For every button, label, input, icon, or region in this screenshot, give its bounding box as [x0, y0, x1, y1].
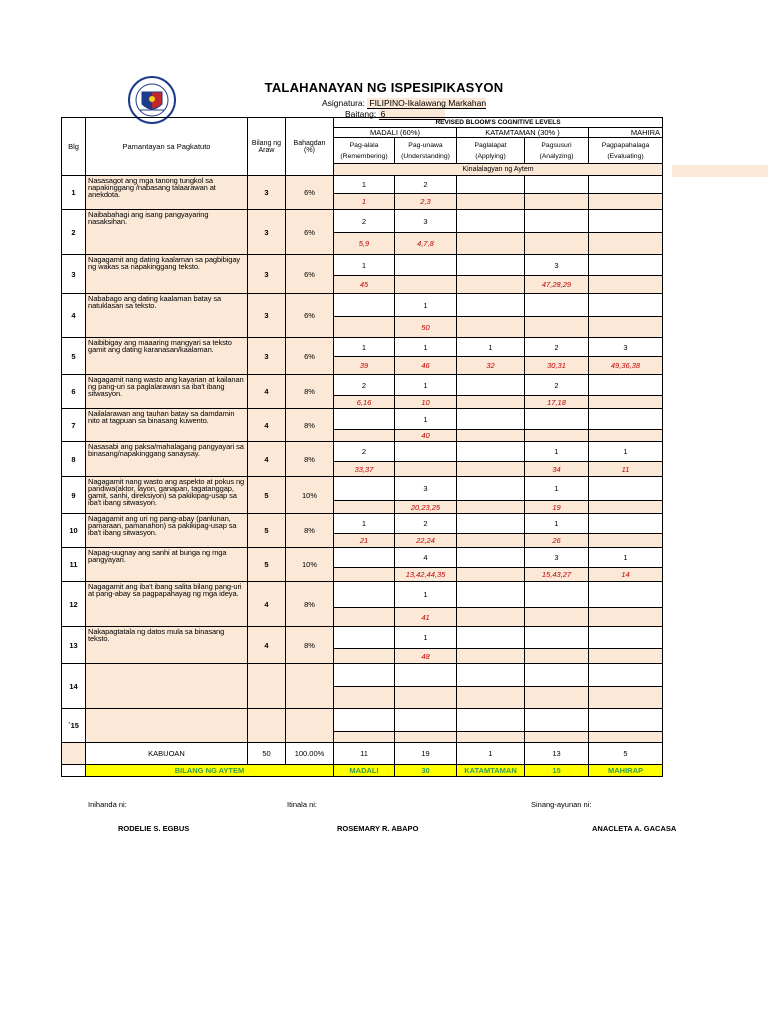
row-percent: 6%: [286, 338, 334, 375]
count-evaluating: [589, 409, 663, 430]
row-number: 4: [62, 294, 86, 338]
table-row: [62, 338, 663, 357]
row-number: 3: [62, 255, 86, 294]
items-evaluating: [589, 649, 663, 664]
items-evaluating: [589, 732, 663, 743]
competency-text: Nasasabi ang paksa/mahalagang pangyayari sa binasang/napakinggang sanaysay.: [86, 442, 248, 477]
items-understanding: 22,24: [395, 534, 457, 548]
row-days: 4: [248, 442, 286, 477]
header-mahirap: MAHIRA: [589, 128, 663, 138]
items-analyzing: [525, 608, 589, 627]
count-evaluating: 1: [589, 548, 663, 568]
count-understanding: 3: [395, 477, 457, 501]
items-evaluating: 11: [589, 462, 663, 477]
row-days: 4: [248, 375, 286, 409]
items-applying: [457, 430, 525, 442]
level-evaluating-top: Pagpapahalaga: [601, 141, 650, 149]
count-understanding: 1: [395, 582, 457, 608]
count-applying: [457, 294, 525, 317]
row-days: [248, 709, 286, 743]
row-number: 7: [62, 409, 86, 442]
items-analyzing: 30,31: [525, 357, 589, 375]
count-applying: 1: [457, 338, 525, 357]
items-remembering: 45: [334, 276, 395, 294]
items-applying: [457, 396, 525, 409]
totals-applying: 1: [457, 743, 525, 765]
competency-text: Nagagamit nang wasto ang aspekto at pokus ng pandiwa(aktor, layon, ganapan, tagatanggap, gamit, sanhi, direksiyon) sa pakikipag-usap sa iba't ibang sitwasyon.: [86, 477, 248, 514]
items-evaluating: [589, 501, 663, 514]
count-remembering: [334, 548, 395, 568]
items-analyzing: 26: [525, 534, 589, 548]
row-percent: [286, 664, 334, 709]
row-percent: 8%: [286, 375, 334, 409]
items-analyzing: [525, 649, 589, 664]
header-peach-strip: [672, 165, 768, 177]
items-evaluating: [589, 608, 663, 627]
count-evaluating: [589, 627, 663, 649]
row-number: 10: [62, 514, 86, 548]
items-understanding: 50: [395, 317, 457, 338]
header-bahagdan: Bahagdan (%): [286, 118, 334, 176]
table-row: [62, 210, 663, 233]
count-applying: [457, 582, 525, 608]
baitang-value: 6: [379, 109, 445, 120]
count-remembering: [334, 294, 395, 317]
count-applying: [457, 664, 525, 687]
count-applying: [457, 627, 525, 649]
items-analyzing: [525, 687, 589, 709]
level-evaluating-bottom: (Evaluating): [607, 152, 644, 160]
count-applying: [457, 210, 525, 233]
items-analyzing: 17,18: [525, 396, 589, 409]
row-number: 2: [62, 210, 86, 255]
items-remembering: 6,16: [334, 396, 395, 409]
itinala-label: Itinala ni:: [287, 800, 318, 809]
itinala-name: ROSEMARY R. ABAPO: [337, 824, 419, 833]
sinang-name: ANACLETA A. GACASA: [592, 824, 677, 833]
competency-text: Nasasagot ang mga tanong tungkol sa napakinggang /nabasang talaarawan at anekdota.: [86, 176, 248, 210]
items-applying: [457, 687, 525, 709]
items-remembering: 1: [334, 194, 395, 210]
count-evaluating: 1: [589, 442, 663, 462]
summary-madali-value: 30: [395, 765, 457, 777]
row-percent: 8%: [286, 582, 334, 627]
asignatura-line: [322, 98, 486, 109]
items-analyzing: 15,43,27: [525, 568, 589, 582]
items-evaluating: [589, 687, 663, 709]
count-analyzing: [525, 294, 589, 317]
items-understanding: 4,7,8: [395, 233, 457, 255]
row-number: `15: [62, 709, 86, 743]
items-evaluating: [589, 534, 663, 548]
competency-text: Nagagamit nang wasto ang kayarian at kailanan ng pang-uri sa paglalarawan sa iba't ibang sitwasyon.: [86, 375, 248, 409]
count-evaluating: [589, 176, 663, 194]
table-row: [62, 477, 663, 501]
count-remembering: 1: [334, 338, 395, 357]
count-remembering: [334, 627, 395, 649]
totals-understanding: 19: [395, 743, 457, 765]
row-number: 13: [62, 627, 86, 664]
count-understanding: 2: [395, 176, 457, 194]
count-remembering: 2: [334, 375, 395, 396]
items-understanding: 2,3: [395, 194, 457, 210]
items-analyzing: [525, 317, 589, 338]
items-analyzing: 19: [525, 501, 589, 514]
row-days: 3: [248, 255, 286, 294]
inihanda-name: RODELIE S. EGBUS: [118, 824, 190, 833]
count-evaluating: [589, 375, 663, 396]
inihanda-label: Inihanda ni:: [88, 800, 127, 809]
items-understanding: [395, 687, 457, 709]
items-understanding: 13,42,44,35: [395, 568, 457, 582]
count-remembering: 1: [334, 176, 395, 194]
competency-text: Naibibigay ang maaaring mangyari sa teksto gamit ang dating karanasan/kaalaman.: [86, 338, 248, 375]
level-remembering-bottom: (Remembering): [340, 152, 388, 160]
count-analyzing: 1: [525, 442, 589, 462]
items-understanding: 10: [395, 396, 457, 409]
competency-text: Nagagamit ang iba't ibang salita bilang pang-uri at pang-abay sa pagpapahayag ng mga ideya.: [86, 582, 248, 627]
count-analyzing: 2: [525, 338, 589, 357]
competency-text: Napag-uugnay ang sanhi at bunga ng mga pangyayari.: [86, 548, 248, 582]
items-applying: 32: [457, 357, 525, 375]
items-applying: [457, 462, 525, 477]
count-understanding: 4: [395, 548, 457, 568]
count-understanding: 2: [395, 514, 457, 534]
count-remembering: 1: [334, 514, 395, 534]
totals-days: 50: [248, 743, 286, 765]
items-applying: [457, 534, 525, 548]
items-understanding: 48: [395, 649, 457, 664]
items-remembering: [334, 649, 395, 664]
count-understanding: 1: [395, 627, 457, 649]
summary-madali: MADALI: [334, 765, 395, 777]
items-evaluating: [589, 194, 663, 210]
count-evaluating: [589, 582, 663, 608]
count-applying: [457, 477, 525, 501]
summary-blank: [62, 765, 86, 777]
level-applying: [457, 138, 525, 164]
count-understanding: 1: [395, 338, 457, 357]
count-remembering: [334, 477, 395, 501]
competency-text: Nagagamit ang dating kaalaman sa pagbibigay ng wakas sa napakinggang teksto.: [86, 255, 248, 294]
row-days: [248, 664, 286, 709]
row-percent: [286, 709, 334, 743]
count-applying: [457, 514, 525, 534]
baitang-label: Baitang:: [345, 109, 377, 119]
level-applying-bottom: (Applying): [475, 152, 506, 160]
row-days: 3: [248, 176, 286, 210]
table-row: [62, 664, 663, 687]
items-applying: [457, 194, 525, 210]
row-number: 1: [62, 176, 86, 210]
row-days: 3: [248, 210, 286, 255]
header-blg: Blg: [62, 118, 86, 176]
items-evaluating: [589, 317, 663, 338]
items-remembering: [334, 317, 395, 338]
count-applying: [457, 176, 525, 194]
items-remembering: [334, 568, 395, 582]
items-applying: [457, 317, 525, 338]
items-remembering: 33,37: [334, 462, 395, 477]
table-row: [62, 442, 663, 462]
row-days: 4: [248, 409, 286, 442]
count-analyzing: [525, 709, 589, 732]
items-remembering: [334, 608, 395, 627]
table-row: [62, 409, 663, 430]
count-evaluating: [589, 210, 663, 233]
items-analyzing: [525, 233, 589, 255]
row-number: 14: [62, 664, 86, 709]
items-remembering: 21: [334, 534, 395, 548]
count-evaluating: [589, 709, 663, 732]
row-percent: 8%: [286, 442, 334, 477]
table-row: [62, 582, 663, 608]
header-madali: MADALI (60%): [334, 128, 457, 138]
row-percent: 10%: [286, 477, 334, 514]
totals-remembering: 11: [334, 743, 395, 765]
count-analyzing: [525, 627, 589, 649]
header-pamantayan: Pamantayan sa Pagkatuto: [86, 118, 248, 176]
count-understanding: 3: [395, 210, 457, 233]
count-remembering: [334, 664, 395, 687]
count-applying: [457, 548, 525, 568]
count-understanding: [395, 709, 457, 732]
competency-text: Naibabahagi ang isang pangyayaring nasaksihan.: [86, 210, 248, 255]
items-applying: [457, 501, 525, 514]
count-evaluating: [589, 255, 663, 276]
count-remembering: 2: [334, 442, 395, 462]
level-understanding-top: Pag-unawa: [408, 141, 443, 149]
count-understanding: [395, 664, 457, 687]
count-analyzing: 2: [525, 375, 589, 396]
items-remembering: [334, 501, 395, 514]
count-applying: [457, 409, 525, 430]
row-number: 6: [62, 375, 86, 409]
level-understanding-bottom: (Understanding): [401, 152, 450, 160]
count-analyzing: 1: [525, 514, 589, 534]
totals-label: KABUOAN: [86, 743, 248, 765]
items-evaluating: [589, 396, 663, 409]
count-analyzing: [525, 664, 589, 687]
items-evaluating: 14: [589, 568, 663, 582]
row-percent: 6%: [286, 176, 334, 210]
count-applying: [457, 375, 525, 396]
items-remembering: 39: [334, 357, 395, 375]
items-understanding: [395, 276, 457, 294]
table-row: [62, 255, 663, 276]
count-evaluating: 3: [589, 338, 663, 357]
count-analyzing: 3: [525, 255, 589, 276]
count-understanding: [395, 442, 457, 462]
level-remembering: [334, 138, 395, 164]
items-evaluating: [589, 430, 663, 442]
level-understanding: [395, 138, 457, 164]
count-evaluating: [589, 294, 663, 317]
row-number: 5: [62, 338, 86, 375]
items-applying: [457, 608, 525, 627]
competency-text: Nababago ang dating kaalaman batay sa natuklasan sa teksto.: [86, 294, 248, 338]
header-kinalalagyan: Kinalalagyan ng Aytem: [334, 164, 663, 176]
items-evaluating: 49,36,38: [589, 357, 663, 375]
count-remembering: [334, 709, 395, 732]
asignatura-label: Asignatura:: [322, 98, 365, 108]
count-remembering: [334, 582, 395, 608]
items-understanding: 41: [395, 608, 457, 627]
count-applying: [457, 442, 525, 462]
count-understanding: 1: [395, 294, 457, 317]
items-remembering: [334, 430, 395, 442]
count-analyzing: 3: [525, 548, 589, 568]
level-remembering-top: Pag-alala: [349, 141, 379, 149]
row-days: 3: [248, 338, 286, 375]
items-applying: [457, 649, 525, 664]
level-analyzing-bottom: (Analyzing): [539, 152, 574, 160]
row-days: 3: [248, 294, 286, 338]
table-row: [62, 294, 663, 317]
row-number: 8: [62, 442, 86, 477]
competency-text: [86, 709, 248, 743]
count-analyzing: [525, 210, 589, 233]
row-days: 5: [248, 514, 286, 548]
count-applying: [457, 709, 525, 732]
level-applying-top: Paglalapat: [474, 141, 507, 149]
items-remembering: 5,9: [334, 233, 395, 255]
row-percent: 10%: [286, 548, 334, 582]
competency-text: Nakapagtatala ng datos mula sa binasang teksto.: [86, 627, 248, 664]
table-row: [62, 709, 663, 732]
row-days: 5: [248, 548, 286, 582]
competency-text: Nailalarawan ang tauhan batay sa damdamin nito at tagpuan sa binasang kuwento.: [86, 409, 248, 442]
competency-text: Nagagamit ang uri ng pang-abay (panlunan, pamaraan, pamanahon) sa pakikipag-usap sa iba't ibang sitwasyon.: [86, 514, 248, 548]
table-row: [62, 627, 663, 649]
header-katamtaman: KATAMTAMAN (30% ): [457, 128, 589, 138]
count-analyzing: [525, 176, 589, 194]
row-percent: 6%: [286, 294, 334, 338]
count-remembering: 1: [334, 255, 395, 276]
row-number: 9: [62, 477, 86, 514]
count-evaluating: [589, 477, 663, 501]
items-understanding: 20,23,25: [395, 501, 457, 514]
items-remembering: [334, 687, 395, 709]
summary-mahirap: MAHIRAP: [589, 765, 663, 777]
row-number: 11: [62, 548, 86, 582]
totals-analyzing: 13: [525, 743, 589, 765]
table-row: [62, 375, 663, 396]
totals-pct: 100.00%: [286, 743, 334, 765]
count-analyzing: 1: [525, 477, 589, 501]
items-understanding: [395, 732, 457, 743]
summary-katamtaman: KATAMTAMAN: [457, 765, 525, 777]
items-analyzing: [525, 430, 589, 442]
count-understanding: 1: [395, 375, 457, 396]
asignatura-value: FILIPINO-Ikalawang Markahan: [369, 98, 487, 108]
summary-katamtaman-value: 15: [525, 765, 589, 777]
level-analyzing-top: Pagsusuri: [541, 141, 572, 149]
items-remembering: [334, 732, 395, 743]
count-remembering: [334, 409, 395, 430]
header-bilang-ng-araw: Bilang ng Araw: [248, 118, 286, 176]
count-evaluating: [589, 514, 663, 534]
row-percent: 6%: [286, 255, 334, 294]
totals-blank: [62, 743, 86, 765]
items-evaluating: [589, 233, 663, 255]
row-percent: 8%: [286, 409, 334, 442]
count-evaluating: [589, 664, 663, 687]
sinang-label: Sinang-ayunan ni:: [531, 800, 592, 809]
row-percent: 6%: [286, 210, 334, 255]
items-applying: [457, 233, 525, 255]
items-applying: [457, 732, 525, 743]
items-understanding: 40: [395, 430, 457, 442]
table-row: [62, 548, 663, 568]
table-row: [62, 514, 663, 534]
items-applying: [457, 568, 525, 582]
row-number: 12: [62, 582, 86, 627]
page-title: TALAHANAYAN NG ISPESIPIKASYON: [264, 80, 504, 95]
competency-text: [86, 664, 248, 709]
specification-table: [61, 117, 663, 777]
header-revised-bloom: REVISED BLOOM'S COGNITIVE LEVELS: [334, 118, 663, 128]
table-row: [62, 176, 663, 194]
count-analyzing: [525, 409, 589, 430]
count-analyzing: [525, 582, 589, 608]
row-percent: 8%: [286, 627, 334, 664]
items-understanding: 46: [395, 357, 457, 375]
row-percent: 8%: [286, 514, 334, 548]
items-applying: [457, 276, 525, 294]
items-analyzing: [525, 732, 589, 743]
items-analyzing: 34: [525, 462, 589, 477]
level-evaluating: [589, 138, 663, 164]
level-analyzing: [525, 138, 589, 164]
items-analyzing: 47,28,29: [525, 276, 589, 294]
items-evaluating: [589, 276, 663, 294]
count-applying: [457, 255, 525, 276]
count-remembering: 2: [334, 210, 395, 233]
row-days: 4: [248, 627, 286, 664]
items-analyzing: [525, 194, 589, 210]
items-understanding: [395, 462, 457, 477]
row-days: 4: [248, 582, 286, 627]
row-days: 5: [248, 477, 286, 514]
count-understanding: [395, 255, 457, 276]
count-understanding: 1: [395, 409, 457, 430]
totals-evaluating: 5: [589, 743, 663, 765]
summary-bilang-ng-aytem: BILANG NG AYTEM: [86, 765, 334, 777]
